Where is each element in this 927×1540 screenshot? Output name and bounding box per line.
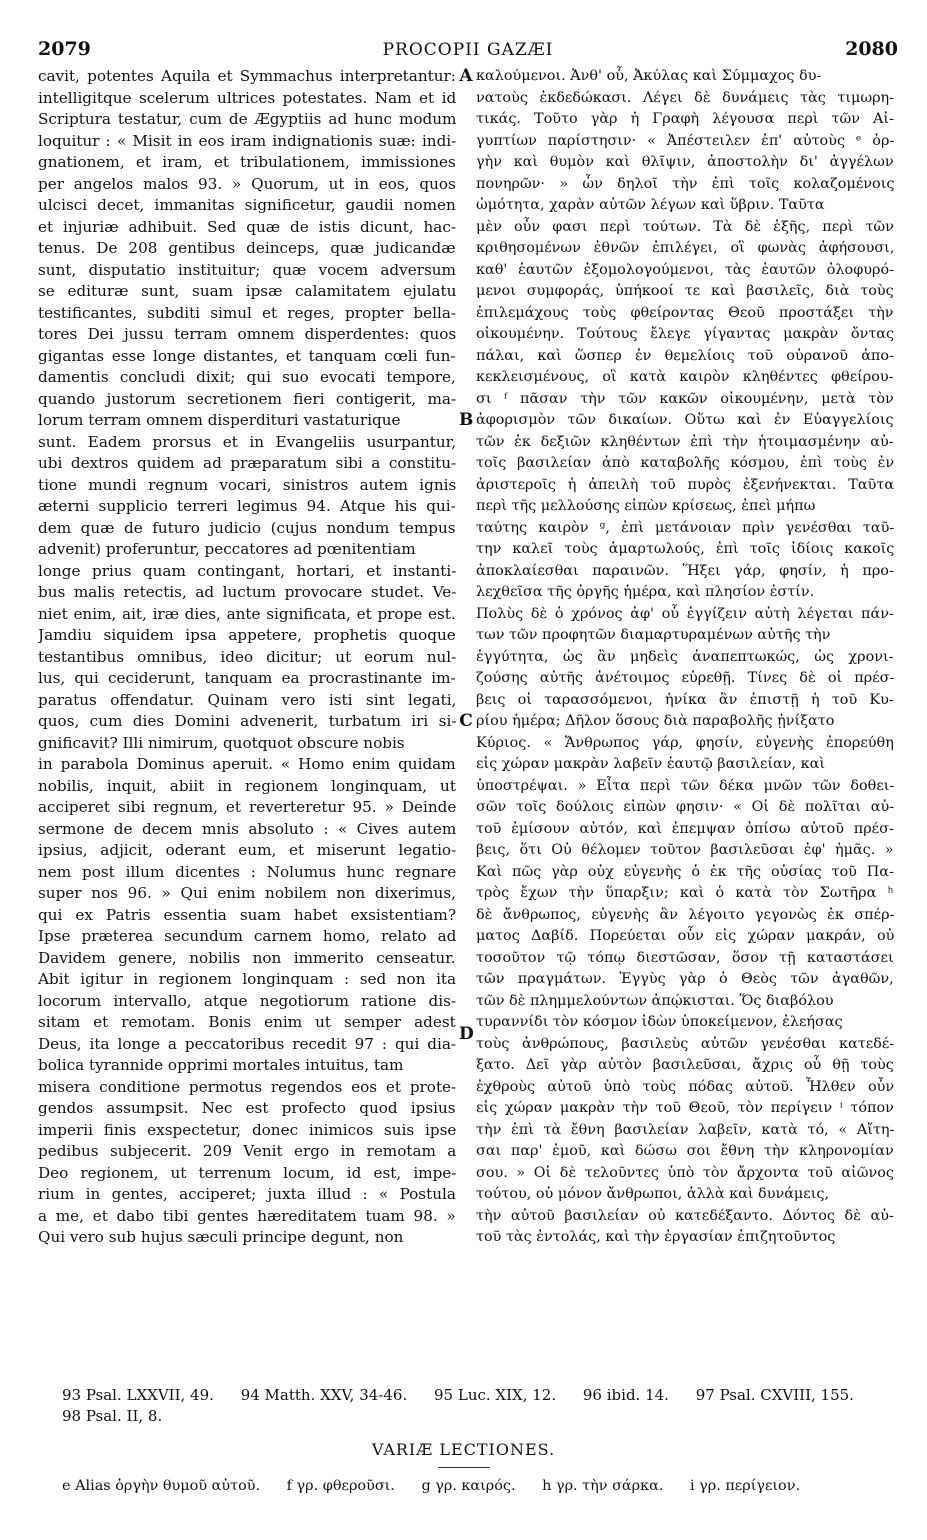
- greek-text-line: ἐπιλεμάχους τοὺς φθείροντας Θεοῦ προστάξει τὴν: [476, 304, 894, 321]
- greek-text-line: τρὸς ἔχων τὴν ὕπαρξιν; καὶ ὁ κατὰ τὸν Σωτῆρα ʰ: [476, 885, 894, 901]
- latin-text-line: qui ex Patris essentia suam habet exsistentiam?: [38, 905, 456, 924]
- latin-text-line: se edituræ sunt, suam ipsæ calamitatem ejulatu: [38, 282, 456, 300]
- variae-divider: [438, 1467, 490, 1468]
- footnote-row: [38, 1385, 898, 1406]
- greek-text-line: τοῦ ἐμίσουν αὐτόν, καὶ ἐπεμψαν ὀπίσω αὐτοῦ πρέσ-: [476, 820, 894, 837]
- greek-text-line: ρίου ἡμέρα; Δῆλον ὅσους διὰ παραβολῆς ᾐνίξατο: [476, 713, 835, 729]
- greek-text-line: πονηρῶν· » ὧν δηλοῖ τὴν ἐπὶ τοῖς κολαζομένοις: [476, 175, 894, 192]
- latin-text-line: gigantas esse longe distantes, et tanquam cœli fun-: [38, 346, 456, 365]
- margin-marker-d: D: [459, 1024, 474, 1044]
- greek-text-line: τὴν ἐπὶ τὰ ἔθνη βασιλείαν λαβεῖν, κατὰ τό, « Αἴτη-: [476, 1121, 894, 1138]
- latin-text-line: ipsius, adjicit, oderant eum, et miserunt legatio-: [38, 841, 456, 859]
- variant-reading: g γρ. καιρός.: [421, 1478, 516, 1494]
- greek-text-line: τικάς. Τοῦτο γὰρ ἡ Γραφὴ λέγουσα περὶ τῶν Αἰ-: [476, 111, 894, 127]
- variae-lectiones: [62, 1478, 898, 1494]
- latin-text-line: niet enim, ait, iræ dies, ante significata, et prope est.: [38, 604, 456, 623]
- footnote: 95 Luc. XIX, 12.: [434, 1386, 557, 1404]
- page-number-left: 2079: [38, 38, 91, 60]
- latin-text-line: testificantes, subditi simul et reges, propter bella-: [38, 303, 456, 322]
- greek-text-line: δὲ ἄνθρωπος, εὐγενὴς ἂν λέγοιτο γεγονὼς ἐκ σπέρ-: [476, 906, 894, 923]
- variant-reading: h γρ. τὴν σάρκα.: [542, 1478, 664, 1494]
- latin-text-line: sunt. Eadem prorsus et in Evangeliis usurpantur,: [38, 432, 456, 451]
- greek-text-line: ὑποστρέψαι. » Εἶτα περὶ τῶν δέκα μνῶν τῶν δοθει-: [476, 777, 894, 794]
- latin-text-line: acciperet sibi regnum, et reverteretur 95. » Deinde: [38, 798, 456, 816]
- latin-text-line: Jamdiu siquidem ipsa appetere, prophetis quoque: [38, 626, 456, 644]
- greek-text-line: εἰς χώραν μακρὰν τὴν τοῦ Θεοῦ, τὸν περίγειν ⁱ τόπον: [476, 1100, 894, 1116]
- latin-text-line: gnationem, et iram, et tribulationem, immissiones: [38, 153, 456, 171]
- latin-text-line: cavit, potentes Aquila et Symmachus interpretantur:: [38, 67, 456, 85]
- greek-text-line: σαι παρ' ἐμοῦ, καὶ δώσω σοι ἔθνη τὴν κληρονομίαν: [476, 1143, 894, 1159]
- margin-marker-c: C: [459, 711, 473, 731]
- greek-text-line: εἰς χώραν μακρὰν λαβεῖν ἑαυτῷ βασιλείαν, καὶ: [476, 756, 825, 772]
- greek-text-line: Καὶ πῶς γὰρ οὐχ εὐγενὴς ὁ ἐκ τῆς οὐσίας τοῦ Πα-: [476, 863, 894, 880]
- greek-text-line: σου. » Οἱ δὲ τελοῦντες ὑπὸ τὸν ἄρχοντα τοῦ αἰῶνος: [476, 1164, 894, 1181]
- latin-text-line: longe prius quam contingant, hortari, et instanti-: [38, 561, 456, 580]
- greek-text-line: ματος Δαβίδ. Πορεύεται οὖν εἰς χώραν μακράν, οὐ: [476, 928, 894, 944]
- latin-text-line: super nos 96. » Qui enim nobilem non dixerimus,: [38, 884, 456, 902]
- latin-text-line: Davidem genere, nobilis non immerito censeatur.: [38, 948, 456, 967]
- greek-text-line: ἀποκλαίεσθαι παραινῶν. Ἥξει γάρ, φησίν, ἡ προ-: [476, 562, 894, 579]
- margin-marker-b: B: [459, 410, 474, 430]
- latin-text-line: advenit) proferuntur, peccatores ad pœnitentiam: [38, 540, 416, 558]
- margin-marker-a: A: [459, 66, 473, 86]
- latin-text-line: nobilis, inquit, abiit in regionem longinquam, ut: [38, 776, 456, 795]
- latin-text-line: sermone de decem mnis absoluto : « Cives autem: [38, 819, 456, 838]
- greek-text-line: των τῶν προφητῶν διαμαρτυραμένων αὐτῆς τὴν: [476, 627, 831, 643]
- footnote: 98 Psal. II, 8.: [62, 1407, 163, 1425]
- latin-text-line: in parabola Dominus aperuit. « Homo enim quidam: [38, 755, 456, 773]
- latin-text-line: bolica tyrannide opprimi mortales intuitus, tam: [38, 1056, 404, 1074]
- greek-text-line: καθ' ἑαυτῶν ἐξομολογούμενοι, τὰς ἑαυτῶν ὀλοφυρό-: [476, 261, 894, 278]
- greek-text-line: πάλαι, καὶ ὥσπερ ἐν θεμελίοις τοῦ οὐρανοῦ ἀπο-: [476, 347, 894, 364]
- latin-text-line: tenus. De 208 gentibus deinceps, quæ judicandæ: [38, 239, 456, 257]
- latin-text-line: per angelos malos 93. » Quorum, ut in eos, quos: [38, 174, 456, 193]
- latin-text-line: pedibus subjecerit. 209 Venit ergo in remotam a: [38, 1142, 456, 1160]
- greek-text-line: ἀφορισμὸν τῶν δικαίων. Οὕτω καὶ ἐν Εὐαγγελίοις: [476, 412, 894, 428]
- latin-text-line: Qui vero sub hujus sæculi principe degunt, non: [38, 1228, 404, 1246]
- greek-text-line: βεις, ὅτι Οὐ θέλομεν τοῦτον βασιλεῦσαι ἐφ' ἡμᾶς. »: [476, 842, 894, 858]
- latin-text-line: dem quæ de futuro judicio (cujus nondum tempus: [38, 518, 456, 537]
- greek-text-line: οἰκουμένην. Τούτους ἔλεγε γίγαντας μακρὰν ὄντας: [476, 326, 894, 342]
- latin-text-line: a me, et dabo tibi gentes hæreditatem tuam 98. »: [38, 1206, 456, 1225]
- footnote: 94 Matth. XXV, 34-46.: [240, 1386, 408, 1404]
- latin-text-line: imperii finis exspectetur, donec inimicos suis ipse: [38, 1120, 456, 1139]
- latin-text-line: ubi dextros quidem ad præparatum sibi a constitu-: [38, 454, 456, 472]
- greek-text-line: περὶ τῆς μελλούσης εἰπὼν κρίσεως, ἐπεὶ μήπω: [476, 498, 816, 514]
- latin-text-line: damentis concludi dixit; qui suo evocati tempore,: [38, 368, 456, 386]
- latin-text-line: intelligitque scelerum ultrices potestates. Nam et id: [38, 88, 456, 107]
- greek-text-line: σῶν τοῖς δούλοις εἰπὼν φησιν· « Οἱ δὲ πολῖται αὐ-: [476, 799, 894, 815]
- variant-reading: i γρ. περίγειον.: [689, 1478, 801, 1494]
- greek-text-line: ταύτης καιρὸν ᵍ, ἐπὶ μετάνοιαν πρὶν γενέσθαι ταῦ-: [476, 519, 894, 536]
- greek-text-line: κεκλεισμένους, οἳ κατὰ καιρὸν κληθέντες φθείρου-: [476, 369, 894, 385]
- variant-reading: e Alias ὀργὴν θυμοῦ αὐτοῦ.: [62, 1478, 261, 1494]
- greek-text-line: τὴν αὐτοῦ βασιλείαν οὐ κατεδέξαντο. Δόντος δὲ αὐ-: [476, 1207, 894, 1224]
- footnote: 93 Psal. LXXVII, 49.: [62, 1386, 214, 1404]
- latin-text-line: ulcisci decet, immanitas significetur, gaudii nomen: [38, 196, 456, 214]
- latin-text-line: gnificavit? Illi nimirum, quotquot obscure nobis: [38, 733, 405, 752]
- greek-text-line: Πολὺς δὲ ὁ χρόνος ἀφ' οὗ ἐγγίζειν αὐτὴ λέγεται πάν-: [476, 605, 894, 622]
- latin-text-line: Abit igitur in regionem longinquam : sed non ita: [38, 970, 456, 988]
- greek-text-line: ξατο. Δεῖ γὰρ αὐτὸν βασιλεῦσαι, ἄχρις οὗ θῇ τοὺς: [476, 1057, 894, 1073]
- greek-text-line: τοῖς βασιλείαν ἀπὸ καταβολῆς κόσμου, ἐπὶ τοὺς ἐν: [476, 455, 894, 471]
- latin-text-line: Scriptura testatur, cum de Ægyptiis ad hunc modum: [38, 110, 456, 128]
- latin-text-line: Deus, ita longe a peccatoribus recedit 97 : qui dia-: [38, 1034, 456, 1053]
- variae-lectiones-title: VARIÆ LECTIONES.: [371, 1440, 556, 1459]
- greek-text-line: νατοὺς ἐκδεδώκασι. Λέγει δὲ δυνάμεις τὰς τιμωρη-: [476, 89, 894, 106]
- greek-text-line: κριθησομένων ἐθνῶν ἐπιλέγει, οἳ φωνὰς ἀφήσουσι,: [476, 240, 894, 256]
- latin-text-line: gendos assumpsit. Nec est profecto quod ipsius: [38, 1099, 456, 1117]
- latin-text-line: quos, cum dies Domini advenerit, turbatum iri si-: [38, 712, 456, 730]
- latin-text-line: Deo regionem, ut terrenum locum, id est, impe-: [38, 1163, 456, 1182]
- footnote: 97 Psal. CXVIII, 155.: [695, 1386, 854, 1404]
- greek-text-line: ἀριστεροῖς ἡ ἀπειλὴ τοῦ πυρὸς ἐξενήνεκται. Ταῦτα: [476, 476, 894, 493]
- latin-text-line: Ipse præterea secundum carnem homo, relato ad: [38, 927, 456, 945]
- latin-text-line: et injuriæ adhibuit. Sed quæ de istis dicunt, hac-: [38, 217, 456, 236]
- greek-text-line: ὠμότητα, χαρὰν αὐτῶν λέγων καὶ ὕβριν. Ταῦτα: [476, 197, 825, 213]
- greek-text-line: ἐχθροὺς αὐτοῦ ὑπὸ τοὺς πόδας αὐτοῦ. Ἦλθεν οὖν: [476, 1078, 894, 1095]
- latin-text-line: quando justorum secretionem fieri contigerit, ma-: [38, 389, 456, 408]
- latin-column: [38, 66, 456, 1249]
- greek-text-line: γὴν καὶ θυμὸν καὶ θλῖψιν, ἀποστολὴν δι' ἀγγέλων: [476, 154, 894, 170]
- greek-text-line: μὲν οὖν φασι περὶ τούτων. Τὰ δὲ ἑξῆς, περὶ τῶν: [476, 218, 894, 235]
- greek-text-line: γυπτίων παρίστησιν· « Ἀπέστειλεν ἐπ' αὐτοὺς ᵉ ὀρ-: [476, 132, 894, 149]
- latin-text-line: lorum terram omnem disperdituri vastaturique: [38, 411, 401, 429]
- latin-text-line: testantibus omnibus, ideo dicitur; ut eorum nul-: [38, 647, 456, 666]
- running-title: PROCOPII GAZÆI: [382, 40, 554, 60]
- greek-text-line: τοὺς ἀνθρώπους, βασιλεὺς αὐτῶν γενέσθαι κατεδέ-: [476, 1035, 894, 1052]
- latin-text-line: sunt, disputatio instituitur; quæ vocem adversum: [38, 260, 456, 279]
- page-header: [38, 38, 898, 66]
- variant-reading: f γρ. φθεροῦσι.: [286, 1478, 395, 1494]
- greek-text-line: τυραννίδι τὸν κόσμον ἰδὼν ὑποκείμενον, ἐλεήσας: [476, 1014, 843, 1030]
- greek-text-line: καλούμενοι. Ἀνθ' οὗ, Ἀκύλας καὶ Σύμμαχος δυ-: [476, 68, 822, 84]
- greek-text-line: ζούσης αὐτῆς ἀνέτοιμος εὑρεθῇ. Τίνες δὲ οἱ πρέσ-: [476, 670, 894, 686]
- latin-text-line: bus malis retectis, ad luctum provocare studet. Ve-: [38, 583, 456, 601]
- greek-text-line: τοσοῦτον τῷ τόπῳ διεστῶσαν, ὅσον τῇ καταστάσει: [476, 949, 894, 966]
- greek-text-line: την καλεῖ τοὺς ἁμαρτωλούς, ἐπὶ τοῖς ἰδίοις κακοῖς: [476, 541, 894, 557]
- greek-text-line: Κύριος. « Ἄνθρωπος γάρ, φησίν, εὐγενὴς ἐπορεύθη: [476, 734, 894, 751]
- footnote-row: [38, 1406, 898, 1427]
- latin-text-line: sitam et remotam. Bonis enim ut semper adest: [38, 1013, 456, 1031]
- greek-text-line: τῶν πραγμάτων. Ἐγγὺς γὰρ ὁ Θεὸς τῶν ἀγαθῶν,: [476, 971, 894, 987]
- footnotes: [38, 1385, 898, 1427]
- page-number-right: 2080: [845, 38, 898, 60]
- latin-text-line: tione mundi regnum vocari, sinistros autem ignis: [38, 475, 456, 494]
- latin-text-line: lus, qui ceciderunt, tanquam ea procrastinante im-: [38, 669, 456, 687]
- footnote: 96 ibid. 14.: [582, 1386, 669, 1404]
- greek-text-line: τούτου, οὐ μόνον ἄνθρωποι, ἀλλὰ καὶ δυνάμεις,: [476, 1186, 830, 1202]
- latin-text-line: misera conditione permotus regendos eos et prote-: [38, 1077, 456, 1096]
- latin-text-line: tores Dei jussu terram omnem disperdentes: quos: [38, 325, 456, 343]
- latin-text-line: rium in gentes, acciperet; juxta illud : « Postula: [38, 1185, 456, 1203]
- latin-text-line: nem post illum dicentes : Nolumus hunc regnare: [38, 862, 456, 881]
- greek-text-line: σι ᶠ πᾶσαν τὴν τῶν κακῶν οἰκουμένην, μετὰ τὸν: [476, 390, 894, 407]
- greek-text-line: μενοι συμφοράς, ὑπήκοοί τε καὶ βασιλεῖς, διὰ τοὺς: [476, 283, 894, 299]
- greek-column: [476, 66, 894, 1249]
- greek-text-line: λεχθεῖσα τῆς ὀργῆς ἡμέρα, καὶ πλησίον ἐστίν.: [476, 584, 815, 600]
- latin-text-line: paratus offendatur. Quinam vero isti sint legati,: [38, 690, 456, 709]
- greek-text-line: τῶν δὲ πλημμελούντων ἀπῴκισται. Ὅς διαβόλου: [476, 992, 834, 1009]
- latin-text-line: locorum intervallo, atque negotiorum ratione dis-: [38, 991, 456, 1010]
- greek-text-line: ἐγγύτητα, ὡς ἂν μηδεὶς ἀναπεπτωκώς, ὡς χρονι-: [476, 648, 894, 665]
- greek-text-line: τῶν ἐκ δεξιῶν κληθέντων ἐπὶ τὴν ἡτοιμασμένην αὐ-: [476, 433, 894, 450]
- latin-text-line: æterni supplicio terreri legimus 94. Atque his qui-: [38, 497, 456, 515]
- latin-text-line: loquitur : « Misit in eos iram indignationis suæ: indi-: [38, 131, 456, 150]
- greek-text-line: βεις οἱ ταρασσόμενοι, ἡνίκα ἂν ἐπιστῇ ἡ τοῦ Κυ-: [476, 691, 894, 708]
- greek-text-line: τοῦ τὰς ἐντολάς, καὶ τὴν ἐργασίαν ἐπιζητοῦντος: [476, 1229, 836, 1245]
